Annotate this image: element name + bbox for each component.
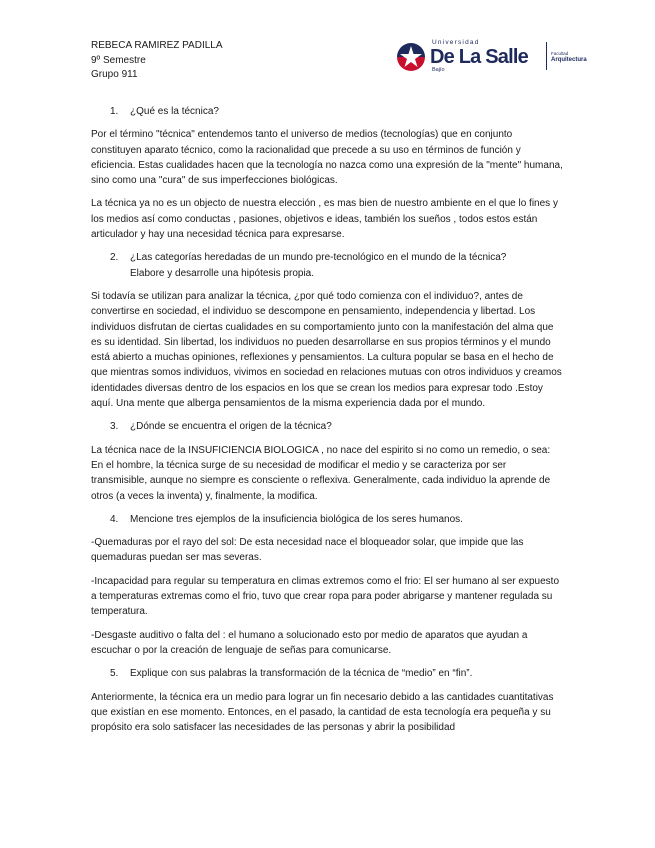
logo-faculty: [551, 51, 587, 63]
answer-2: Si todavía se utilizan para analizar la técnica, ¿por qué todo comienza con el individuo?, antes de convertirse en sociedad, el individuo se descompone en pensamiento, independencia y libertad. Los individuos disfrutan de ciertas cualidades en su comportamiento junto con la manifestación del alma que es su identidad. Sin libertad, los individuos no pueden desarrollarse en sus propios términos y el mundo está abierto a muchas opiniones, reflexiones y pensamientos. La cultura popular se basa en el hecho de que mientras somos individuos, vivimos en sociedad en relaciones mutuas con otros individuos y creamos identidades diversas dentro de los espacios en los que se crean los medios para expresar todo .Estoy aquí. Una mente que alberga pensamientos de la misma experiencia dada por el mundo.: [91, 290, 562, 410]
question-number: 5.: [110, 668, 119, 680]
question-text: Mencione tres ejemplos de la insuficiencia biológica de los seres humanos.: [130, 513, 463, 525]
document-body: [91, 104, 563, 743]
question-5: [91, 666, 563, 681]
logo-university: Universidad: [432, 39, 480, 46]
question-1: [91, 104, 563, 119]
question-number: 3.: [110, 421, 119, 433]
logo-divider: [546, 42, 547, 70]
semester: 9º Semestre: [91, 54, 146, 66]
author-name: REBECA RAMIREZ PADILLA: [91, 40, 223, 51]
question-4: [91, 512, 563, 527]
lasalle-star-icon: [394, 40, 428, 74]
question-number: 4.: [110, 513, 119, 525]
question-number: 2.: [110, 252, 119, 264]
question-number: 1.: [110, 106, 119, 117]
group: Grupo 911: [91, 69, 138, 80]
answer-3: La técnica nace de la INSUFICIENCIA BIOLOGICA , no nace del espirito si no como un remedio, o sea: En el hombre, la técnica surge de su necesidad de modificar el medio y se caracteriza por ser transmisible, aunque no siempre es consciente o reflexiva. Generalmente, cada individuo la aprende de otros (a veces la inventa) y, finalmente, la modifica.: [91, 444, 551, 502]
author-header: [91, 39, 223, 83]
logo-name: De La Salle: [430, 46, 528, 68]
answer-1-paragraph-2: La técnica ya no es un objecto de nuestra elección , es mas bien de nuestro ambiente en el que lo fines y los medios así como conductas , pasiones, objetivos e ideas, también los sueños , todos estos están articulador y hay una necesidad técnica para expresarse.: [91, 198, 558, 241]
answer-4-example-1: -Quemaduras por el rayo del sol: De esta necesidad nace el bloqueador solar, que impide que las quemaduras puedan ser mas severas.: [91, 537, 524, 564]
logo-faculty-small: Facultad: [551, 51, 569, 56]
question-3: [91, 419, 563, 434]
answer-4-example-3: -Desgaste auditivo o falta del : el humano a solucionado esto por medio de aparatos que ayudan a escuchar o por la creación de lenguaje de señas para comunicarse.: [91, 629, 528, 656]
university-logo: [394, 39, 587, 76]
answer-5: Anteriormente, la técnica era un medio para lograr un fin necesario debido a las cantidades cuantitativas que existían en ese momento. Entonces, en el pasado, la cantidad de esta tecnología era pequeña y su propósito era solo satisfacer las necesidades de las personas y abrir la posibilidad: [91, 691, 554, 734]
question-text: Explique con sus palabras la transformación de la técnica de “medio” en “fin”.: [130, 668, 473, 680]
logo-faculty-name: Arquitectura: [551, 57, 587, 63]
logo-campus: Bajío: [432, 67, 445, 73]
question-2: [91, 250, 563, 281]
question-text: ¿Qué es la técnica?: [130, 106, 219, 117]
question-text: ¿Las categorías heredadas de un mundo pre-tecnológico en el mundo de la técnica?: [130, 252, 507, 264]
answer-1-paragraph-1: Por el término "técnica" entendemos tanto el universo de medios (tecnologías) que en conjunto constituyen aparato técnico, como la racionalidad que precede a su uso en términos de función y eficiencia. Estas cualidades hacen que la tecnología no nazca como una expresión de la "mente" humana, sino como una "cura" de sus imperfecciones biológicas.: [91, 129, 563, 187]
answer-4-example-2: -Incapacidad para regular su temperatura en climas extremos como el frio: El ser humano al ser expuesto a temperaturas extremas como el frio, tuvo que crear ropa para poder abrigarse y mantener regulada su temperatura.: [91, 575, 560, 618]
question-text-continued: Elabore y desarrolle una hipótesis propia.: [130, 267, 314, 279]
question-text: ¿Dónde se encuentra el origen de la técnica?: [130, 421, 332, 433]
